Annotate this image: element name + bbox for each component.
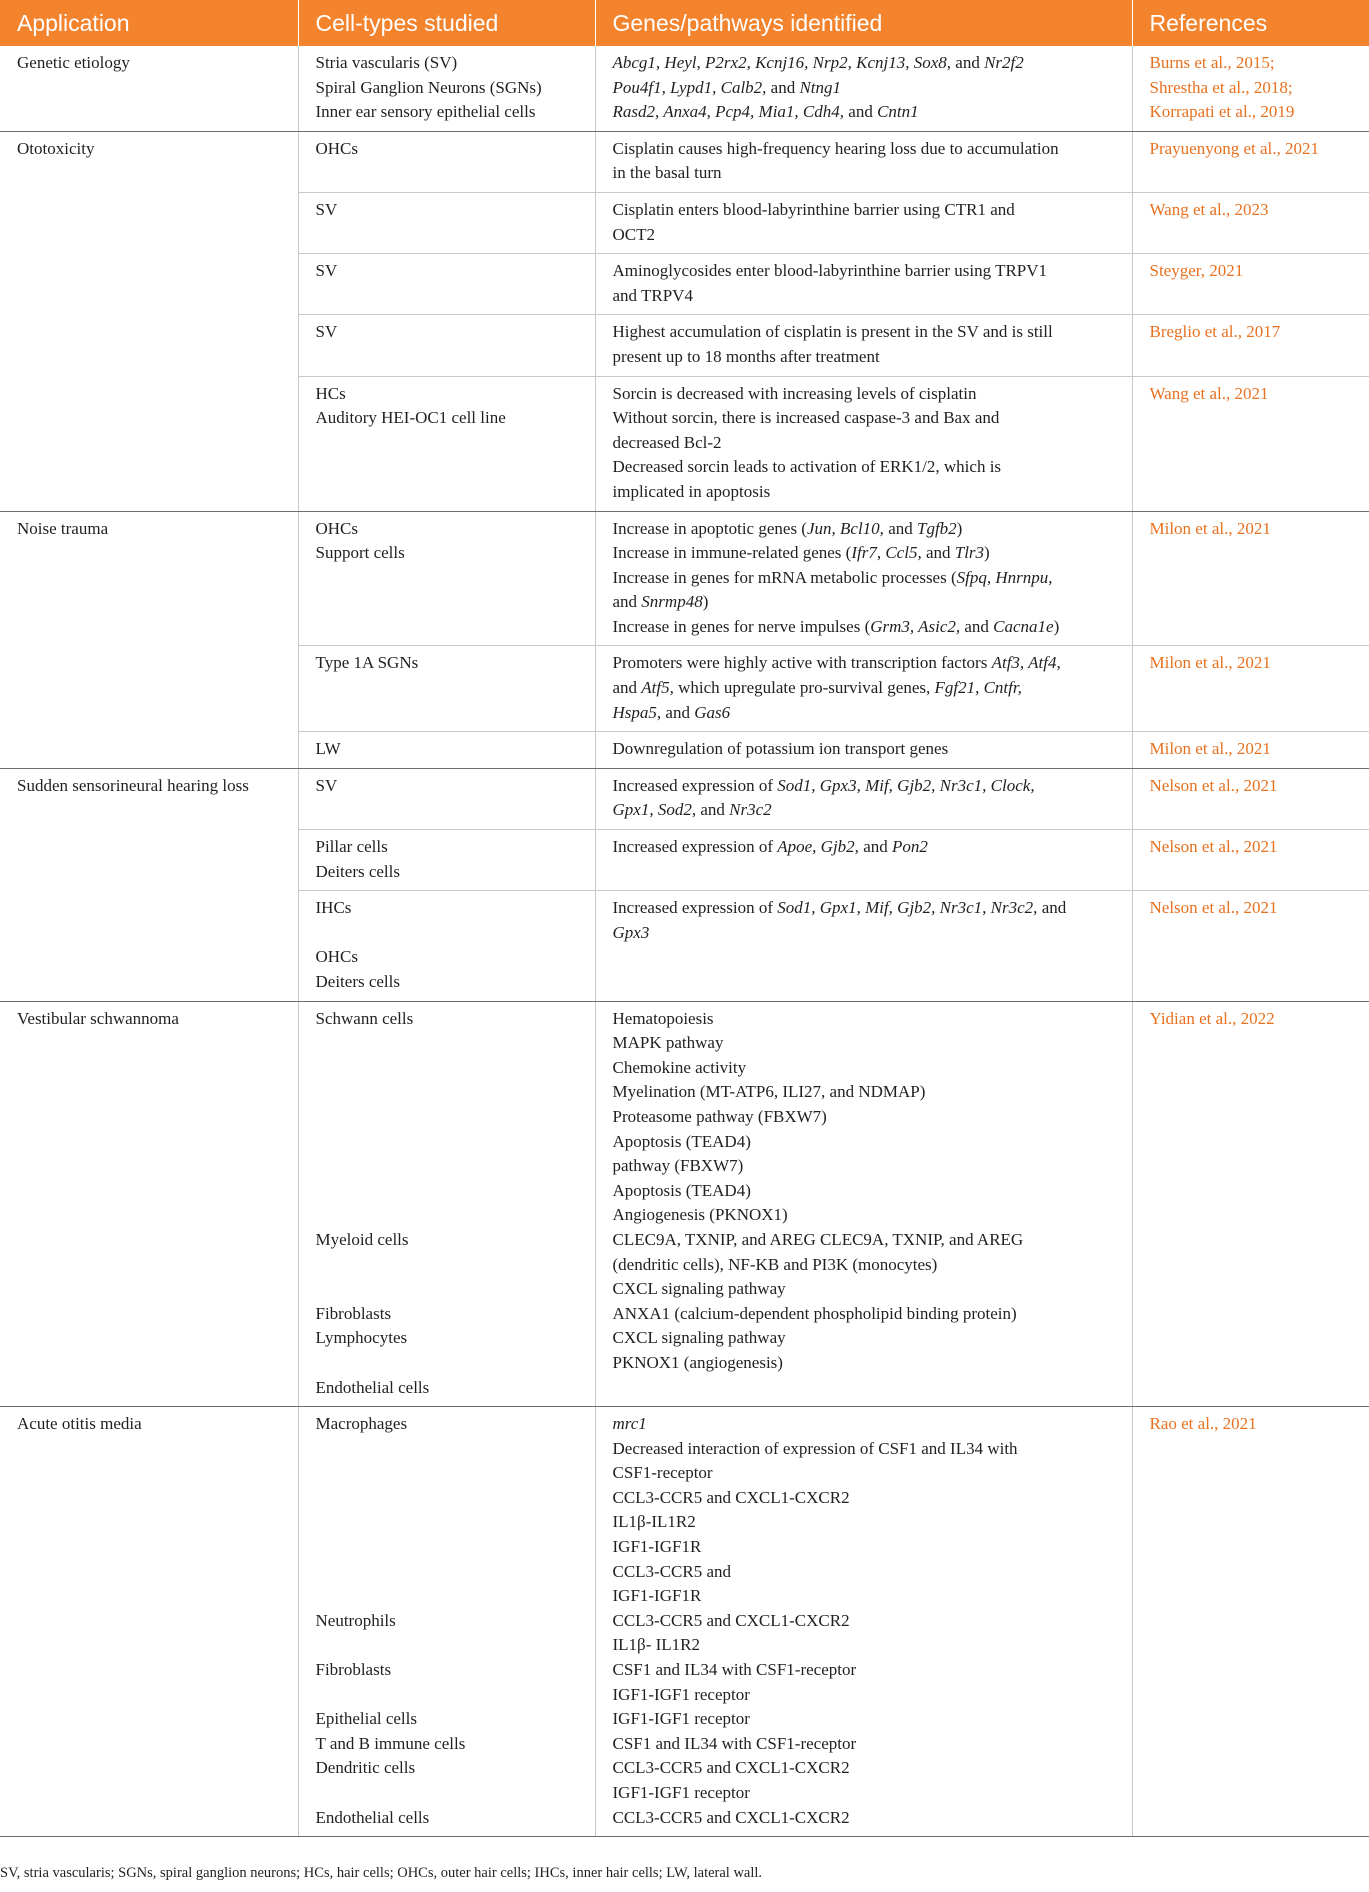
- gene-text: CXCL signaling pathway: [612, 1279, 786, 1299]
- gene-name: Jun, Bcl10,: [806, 518, 884, 538]
- gene-line: [613, 1732, 1124, 1757]
- gene-text: IGF1-IGF1 receptor: [612, 1783, 750, 1802]
- cell-types-cell: [298, 768, 595, 829]
- gene-text: Chemokine activity: [612, 1057, 747, 1077]
- gene-line: [613, 517, 1124, 542]
- gene-text: Increased expression of: [612, 837, 778, 857]
- gene-name: Tlr3: [954, 543, 985, 563]
- cell-type-line: Endothelial cells: [315, 1377, 430, 1397]
- gene-text: IL1β-IL1R2: [612, 1512, 696, 1532]
- gene-text: Increase in genes for mRNA metabolic processes (: [612, 567, 957, 587]
- cell-types-cell: [298, 732, 595, 769]
- gene-text: CSF1-receptor: [612, 1463, 713, 1483]
- genes-pathways-cell: [595, 830, 1132, 891]
- cell-type-line: [316, 1683, 587, 1708]
- gene-text: Increase in apoptotic genes (: [612, 518, 807, 538]
- gene-name: Atf3, Atf4,: [991, 653, 1061, 673]
- gene-line: [613, 382, 1124, 407]
- table-header-row: [0, 0, 1369, 46]
- table-row: [0, 768, 1369, 829]
- gene-name: mrc1: [612, 1414, 647, 1434]
- application-label: Sudden sensorineural hearing loss: [17, 775, 249, 795]
- gene-line: [613, 320, 1124, 345]
- cell-type-line: Auditory HEI-OC1 cell line: [315, 408, 506, 428]
- gene-line: [613, 1228, 1124, 1253]
- gene-name: Rasd2, Anxa4, Pcp4, Mia1, Cdh4,: [612, 102, 845, 122]
- gene-line: [613, 1007, 1124, 1032]
- gene-line: [613, 615, 1124, 640]
- genes-pathways-cell: [595, 1001, 1132, 1407]
- gene-text: and: [766, 77, 800, 97]
- cell-type-line: SV: [315, 322, 338, 342]
- gene-line: [613, 1633, 1124, 1658]
- gene-name: Hspa5,: [612, 702, 662, 722]
- gene-name: Gas6: [694, 702, 731, 722]
- gene-text: CXCL signaling pathway: [612, 1328, 786, 1348]
- gene-line: [613, 1683, 1124, 1708]
- cell-type-line: [316, 1203, 587, 1228]
- cell-type-line: Spiral Ganglion Neurons (SGNs): [315, 77, 542, 97]
- gene-text: CCL3-CCR5 and CXCL1-CXCR2: [612, 1807, 850, 1827]
- reference-link[interactable]: Steyger, 2021: [1149, 261, 1244, 281]
- gene-text: and: [951, 53, 985, 72]
- cell-types-cell: [298, 891, 595, 1001]
- cell-type-line: Support cells: [315, 543, 405, 563]
- cell-type-line: Pillar cells: [315, 837, 388, 857]
- cell-type-line: [316, 1510, 587, 1535]
- cell-type-line: [316, 1277, 587, 1302]
- gene-text: and: [858, 837, 892, 857]
- reference-link[interactable]: Wang et al., 2021: [1149, 383, 1269, 403]
- application-cell: [0, 1001, 298, 1407]
- cell-type-line: [316, 1056, 587, 1081]
- gene-line: [613, 1253, 1124, 1278]
- references-cell: [1132, 511, 1369, 646]
- references-cell: [1132, 768, 1369, 829]
- gene-name: Tgfb2: [916, 518, 957, 538]
- gene-text: IGF1-IGF1 receptor: [612, 1709, 750, 1729]
- cell-types-cell: [298, 254, 595, 315]
- gene-text: Angiogenesis (PKNOX1): [612, 1205, 788, 1225]
- cell-type-line: [316, 1105, 587, 1130]
- table-body: [0, 46, 1369, 1837]
- gene-line: [613, 1302, 1124, 1327]
- gene-line: [613, 921, 1124, 946]
- gene-line: [613, 76, 1124, 101]
- application-label: Noise trauma: [17, 518, 109, 538]
- gene-text: which upregulate pro-survival genes,: [673, 678, 935, 698]
- gene-text: and: [612, 678, 642, 698]
- gene-text: and: [1037, 898, 1067, 918]
- references-cell: [1132, 131, 1369, 192]
- reference-link[interactable]: Rao et al., 2021: [1149, 1414, 1257, 1434]
- gene-text: Aminoglycosides enter blood-labyrinthine barrier using TRPV1: [612, 261, 1048, 281]
- cell-type-line: [316, 1584, 587, 1609]
- cell-type-line: HCs: [315, 383, 346, 403]
- gene-name: Cntn1: [877, 102, 919, 122]
- gene-line: [613, 1806, 1124, 1831]
- cell-type-line: [316, 1154, 587, 1179]
- cell-types-cell: [298, 131, 595, 192]
- gene-line: [613, 1105, 1124, 1130]
- cell-type-line: Endothelial cells: [315, 1807, 430, 1827]
- gene-line: [613, 259, 1124, 284]
- gene-text: ): [956, 518, 963, 538]
- cell-type-line: Fibroblasts: [315, 1303, 392, 1323]
- gene-name: Atf5,: [641, 678, 674, 698]
- gene-line: [613, 1130, 1124, 1155]
- gene-text: and: [661, 702, 695, 722]
- cell-type-line: Inner ear sensory epithelial cells: [315, 102, 536, 122]
- application-label: Genetic etiology: [17, 53, 130, 72]
- reference-link[interactable]: Milon et al., 2021: [1149, 739, 1271, 759]
- cell-type-line: IHCs: [315, 898, 352, 918]
- application-label: Vestibular schwannoma: [17, 1008, 179, 1028]
- cell-type-line: [316, 1633, 587, 1658]
- gene-text: CCL3-CCR5 and CXCL1-CXCR2: [612, 1610, 850, 1630]
- gene-text: Cisplatin enters blood-labyrinthine barrier using CTR1 and: [612, 199, 1015, 219]
- gene-line: [613, 1203, 1124, 1228]
- genes-pathways-cell: [595, 192, 1132, 253]
- cell-type-line: [316, 1560, 587, 1585]
- gene-line: [613, 223, 1124, 248]
- gene-name: Ntng1: [799, 77, 842, 97]
- cell-types-cell: [298, 511, 595, 646]
- gene-line: [613, 701, 1124, 726]
- gene-name: Apoe, Gjb2,: [777, 837, 859, 857]
- gene-name: Grm3, Asic2,: [870, 616, 961, 636]
- gene-text: PKNOX1 (angiogenesis): [612, 1352, 783, 1372]
- cell-type-line: [316, 1535, 587, 1560]
- gene-text: and: [612, 592, 642, 612]
- cell-type-line: Macrophages: [315, 1414, 408, 1434]
- table-row: [0, 1001, 1369, 1407]
- references-cell: [1132, 254, 1369, 315]
- column-header-references: References: [1132, 0, 1369, 46]
- gene-text: CLEC9A, TXNIP, and AREG CLEC9A, TXNIP, and AREG: [612, 1229, 1024, 1249]
- cell-types-cell: [298, 46, 595, 131]
- gene-line: [613, 1486, 1124, 1511]
- cell-type-line: SV: [315, 775, 338, 795]
- reference-link[interactable]: Breglio et al., 2017: [1149, 322, 1281, 342]
- gene-text: Downregulation of potassium ion transport genes: [612, 739, 949, 759]
- gene-text: ): [984, 543, 990, 563]
- cell-type-line: OHCs: [315, 947, 359, 967]
- cell-type-line: Dendritic cells: [315, 1758, 416, 1778]
- gene-line: [613, 1510, 1124, 1535]
- table-row: [0, 46, 1369, 131]
- gene-line: [613, 1080, 1124, 1105]
- gene-text: pathway (FBXW7): [612, 1156, 744, 1176]
- gene-line: [613, 566, 1124, 591]
- table-row: [0, 511, 1369, 646]
- genes-pathways-cell: [595, 131, 1132, 192]
- gene-line: [613, 137, 1124, 162]
- gene-text: and: [960, 616, 994, 636]
- references-cell: [1132, 891, 1369, 1001]
- gene-text: Increased expression of: [612, 898, 778, 918]
- cell-type-line: OHCs: [315, 138, 359, 158]
- gene-text: and: [921, 543, 955, 563]
- gene-line: [613, 1707, 1124, 1732]
- references-cell: [1132, 315, 1369, 376]
- gene-text: and: [844, 102, 878, 122]
- gene-text: CSF1 and IL34 with CSF1-receptor: [612, 1660, 857, 1680]
- gene-line: [613, 198, 1124, 223]
- gene-text: Proteasome pathway (FBXW7): [612, 1106, 827, 1126]
- cell-type-line: [316, 1130, 587, 1155]
- gene-line: [613, 1326, 1124, 1351]
- reference-link[interactable]: Wang et al., 2023: [1149, 199, 1269, 219]
- reference-link[interactable]: Milon et al., 2021: [1149, 518, 1271, 538]
- gene-line: [613, 1609, 1124, 1634]
- genes-pathways-cell: [595, 254, 1132, 315]
- reference-link[interactable]: Milon et al., 2021: [1149, 653, 1271, 673]
- reference-link[interactable]: Nelson et al., 2021: [1149, 898, 1278, 918]
- gene-text: decreased Bcl-2: [612, 432, 722, 452]
- cell-type-line: OHCs: [315, 518, 359, 538]
- table-row: [0, 1407, 1369, 1837]
- gene-text: IGF1-IGF1 receptor: [612, 1684, 750, 1704]
- gene-line: [613, 1781, 1124, 1806]
- cell-type-line: Type 1A SGNs: [315, 653, 419, 673]
- cell-type-line: Neutrophils: [315, 1610, 396, 1630]
- gene-text: Hematopoiesis: [612, 1008, 714, 1028]
- reference-link[interactable]: Nelson et al., 2021: [1149, 837, 1278, 857]
- gene-name: Gpx1, Sod2,: [612, 800, 697, 820]
- gene-text: Increase in immune-related genes (: [612, 543, 852, 563]
- cell-type-line: [316, 1253, 587, 1278]
- references-cell: [1132, 1407, 1369, 1837]
- gene-line: [613, 1437, 1124, 1462]
- gene-name: Sfpq, Hnrnpu,: [956, 567, 1053, 587]
- genes-pathways-cell: [595, 511, 1132, 646]
- gene-line: [613, 651, 1124, 676]
- reference-link[interactable]: Prayuenyong et al., 2021: [1149, 138, 1319, 158]
- gene-line: [613, 431, 1124, 456]
- gene-text: MAPK pathway: [612, 1033, 724, 1053]
- cell-type-line: [316, 1437, 587, 1462]
- gene-text: CCL3-CCR5 and: [612, 1561, 732, 1581]
- gene-name: Gpx3: [612, 922, 650, 942]
- gene-line: [613, 676, 1124, 701]
- cell-type-line: Lymphocytes: [315, 1328, 408, 1348]
- cell-types-cell: [298, 1001, 595, 1407]
- gene-text: ): [702, 592, 709, 612]
- gene-line: [613, 1412, 1124, 1437]
- cell-type-line: Deiters cells: [315, 861, 400, 881]
- gene-line: [613, 51, 1124, 76]
- cell-type-line: [316, 1461, 587, 1486]
- gene-line: [613, 1056, 1124, 1081]
- genes-pathways-cell: [595, 376, 1132, 511]
- cell-types-cell: [298, 1407, 595, 1837]
- references-cell: [1132, 1001, 1369, 1407]
- column-header-application: Application: [0, 0, 298, 46]
- reference-link[interactable]: Yidian et al., 2022: [1149, 1008, 1275, 1028]
- gene-text: IGF1-IGF1R: [612, 1586, 702, 1606]
- table-footnote: SV, stria vascularis; SGNs, spiral ganglion neurons; HCs, hair cells; OHCs, outer hair cells; IHCs, inner hair cells; LW, lateral wall.: [0, 1865, 763, 1881]
- gene-name: Pou4f1, Lypd1, Calb2,: [612, 77, 767, 97]
- gene-text: and: [696, 800, 730, 820]
- gene-name: Nr3c2: [729, 800, 772, 820]
- gene-line: [613, 1277, 1124, 1302]
- gene-line: [613, 284, 1124, 309]
- cell-type-line: T and B immune cells: [315, 1733, 466, 1753]
- gene-line: [613, 1031, 1124, 1056]
- genes-pathways-cell: [595, 46, 1132, 131]
- column-header-cell-types: Cell-types studied: [298, 0, 595, 46]
- cell-type-line: [316, 1080, 587, 1105]
- cell-types-cell: [298, 646, 595, 732]
- gene-text: implicated in apoptosis: [612, 481, 771, 501]
- cell-type-line: [316, 921, 587, 946]
- gene-line: [613, 1584, 1124, 1609]
- gene-line: [613, 1658, 1124, 1683]
- references-cell: [1132, 376, 1369, 511]
- cell-type-line: Deiters cells: [315, 972, 400, 991]
- gene-text: (dendritic cells), NF-KB and PI3K (monocytes): [612, 1254, 938, 1274]
- gene-text: Increased expression of: [612, 775, 778, 795]
- genes-pathways-cell: [595, 732, 1132, 769]
- gene-line: [613, 798, 1124, 823]
- reference-link[interactable]: Burns et al., 2015;: [1149, 53, 1275, 72]
- gene-line: [613, 541, 1124, 566]
- references-cell: [1132, 732, 1369, 769]
- gene-name: Ifr7, Ccl5,: [851, 543, 922, 563]
- gene-text: Apoptosis (TEAD4): [612, 1131, 751, 1151]
- gene-line: [613, 161, 1124, 186]
- gene-line: [613, 455, 1124, 480]
- gene-name: Fgf21, Cntfr,: [934, 678, 1022, 698]
- cell-types-cell: [298, 830, 595, 891]
- cell-type-line: SV: [315, 261, 338, 281]
- cell-type-line: [316, 1179, 587, 1204]
- cell-types-cell: [298, 192, 595, 253]
- application-cell: [0, 768, 298, 1001]
- gene-text: ANXA1 (calcium-dependent phospholipid binding protein): [612, 1303, 1017, 1323]
- gene-name: Sod1, Gpx1, Mif, Gjb2, Nr3c1, Nr3c2,: [777, 898, 1038, 918]
- cell-type-line: Epithelial cells: [315, 1709, 417, 1729]
- gene-text: Myelination (MT-ATP6, ILI27, and NDMAP): [612, 1082, 926, 1102]
- genes-pathways-cell: [595, 315, 1132, 376]
- gene-text: IL1β- IL1R2: [612, 1635, 700, 1655]
- gene-line: [613, 774, 1124, 799]
- references-cell: [1132, 646, 1369, 732]
- gene-text: CCL3-CCR5 and CXCL1-CXCR2: [612, 1487, 850, 1507]
- reference-link[interactable]: Nelson et al., 2021: [1149, 775, 1278, 795]
- gene-text: in the basal turn: [612, 163, 722, 183]
- gene-line: [613, 1179, 1124, 1204]
- genes-pathways-cell: [595, 1407, 1132, 1837]
- application-label: Acute otitis media: [17, 1414, 142, 1434]
- gene-line: [613, 1154, 1124, 1179]
- application-cell: [0, 131, 298, 511]
- gene-text: ): [1053, 616, 1060, 636]
- genes-pathways-cell: [595, 891, 1132, 1001]
- cell-type-line: Stria vascularis (SV): [315, 53, 458, 72]
- cell-type-line: Fibroblasts: [315, 1660, 392, 1680]
- gene-line: [613, 1351, 1124, 1376]
- cell-type-line: [316, 1031, 587, 1056]
- gene-text: OCT2: [612, 224, 655, 244]
- application-cell: [0, 511, 298, 768]
- gene-line: [613, 737, 1124, 762]
- application-cell: [0, 46, 298, 131]
- references-cell: [1132, 830, 1369, 891]
- gene-name: Abcg1, Heyl, P2rx2, Kcnj16, Nrp2, Kcnj13, Sox8,: [612, 53, 952, 72]
- gene-text: Without sorcin, there is increased caspase-3 and Bax and: [612, 408, 1000, 428]
- gene-line: [613, 406, 1124, 431]
- gene-text: Promoters were highly active with transcription factors: [612, 653, 992, 673]
- gene-text: Decreased sorcin leads to activation of ERK1/2, which is: [612, 457, 1002, 477]
- cell-type-line: [316, 1486, 587, 1511]
- gene-line: [613, 590, 1124, 615]
- gene-text: IGF1-IGF1R: [612, 1537, 702, 1557]
- gene-name: Nr2f2: [984, 53, 1024, 72]
- column-header-genes: Genes/pathways identified: [595, 0, 1132, 46]
- gene-line: [613, 480, 1124, 505]
- gene-text: Sorcin is decreased with increasing levels of cisplatin: [612, 383, 977, 403]
- gene-text: Cisplatin causes high-frequency hearing loss due to accumulation: [612, 138, 1059, 158]
- references-cell: [1132, 192, 1369, 253]
- gene-line: [613, 1535, 1124, 1560]
- gene-text: CCL3-CCR5 and CXCL1-CXCR2: [612, 1758, 850, 1778]
- gene-text: and: [883, 518, 917, 538]
- gene-line: [613, 1461, 1124, 1486]
- cell-type-line: [316, 1781, 587, 1806]
- application-cell: [0, 1407, 298, 1837]
- gene-line: [613, 345, 1124, 370]
- gene-text: Decreased interaction of expression of CSF1 and IL34 with: [612, 1438, 1018, 1458]
- gene-line: [613, 1560, 1124, 1585]
- gene-line: [613, 1756, 1124, 1781]
- gene-line: [613, 100, 1124, 125]
- gene-text: present up to 18 months after treatment: [612, 346, 880, 366]
- gene-text: Highest accumulation of cisplatin is present in the SV and is still: [612, 322, 1053, 342]
- gene-name: Pon2: [891, 837, 928, 857]
- reference-link[interactable]: Shrestha et al., 2018;: [1149, 77, 1293, 97]
- gene-line: [613, 835, 1124, 860]
- cell-type-line: LW: [315, 739, 341, 759]
- gene-name: Sod1, Gpx3, Mif, Gjb2, Nr3c1, Clock,: [777, 775, 1035, 795]
- table-row: [0, 131, 1369, 192]
- gene-text: Apoptosis (TEAD4): [612, 1180, 751, 1200]
- genes-pathways-cell: [595, 646, 1132, 732]
- gene-text: Increase in genes for nerve impulses (: [612, 616, 871, 636]
- application-label: Ototoxicity: [17, 138, 95, 158]
- cell-type-line: SV: [315, 199, 338, 219]
- genes-pathways-cell: [595, 768, 1132, 829]
- gene-name: Snrmp48: [641, 592, 703, 612]
- cell-types-cell: [298, 376, 595, 511]
- gene-text: CSF1 and IL34 with CSF1-receptor: [612, 1733, 857, 1753]
- cell-type-line: Myeloid cells: [315, 1229, 409, 1249]
- cell-type-line: [316, 1351, 587, 1376]
- reference-link[interactable]: Korrapati et al., 2019: [1149, 102, 1295, 122]
- gene-text: and TRPV4: [612, 285, 693, 305]
- cell-type-line: Schwann cells: [315, 1008, 414, 1028]
- gene-line: [613, 896, 1124, 921]
- gene-name: Cacna1e: [993, 616, 1054, 636]
- cell-types-cell: [298, 315, 595, 376]
- references-cell: [1132, 46, 1369, 131]
